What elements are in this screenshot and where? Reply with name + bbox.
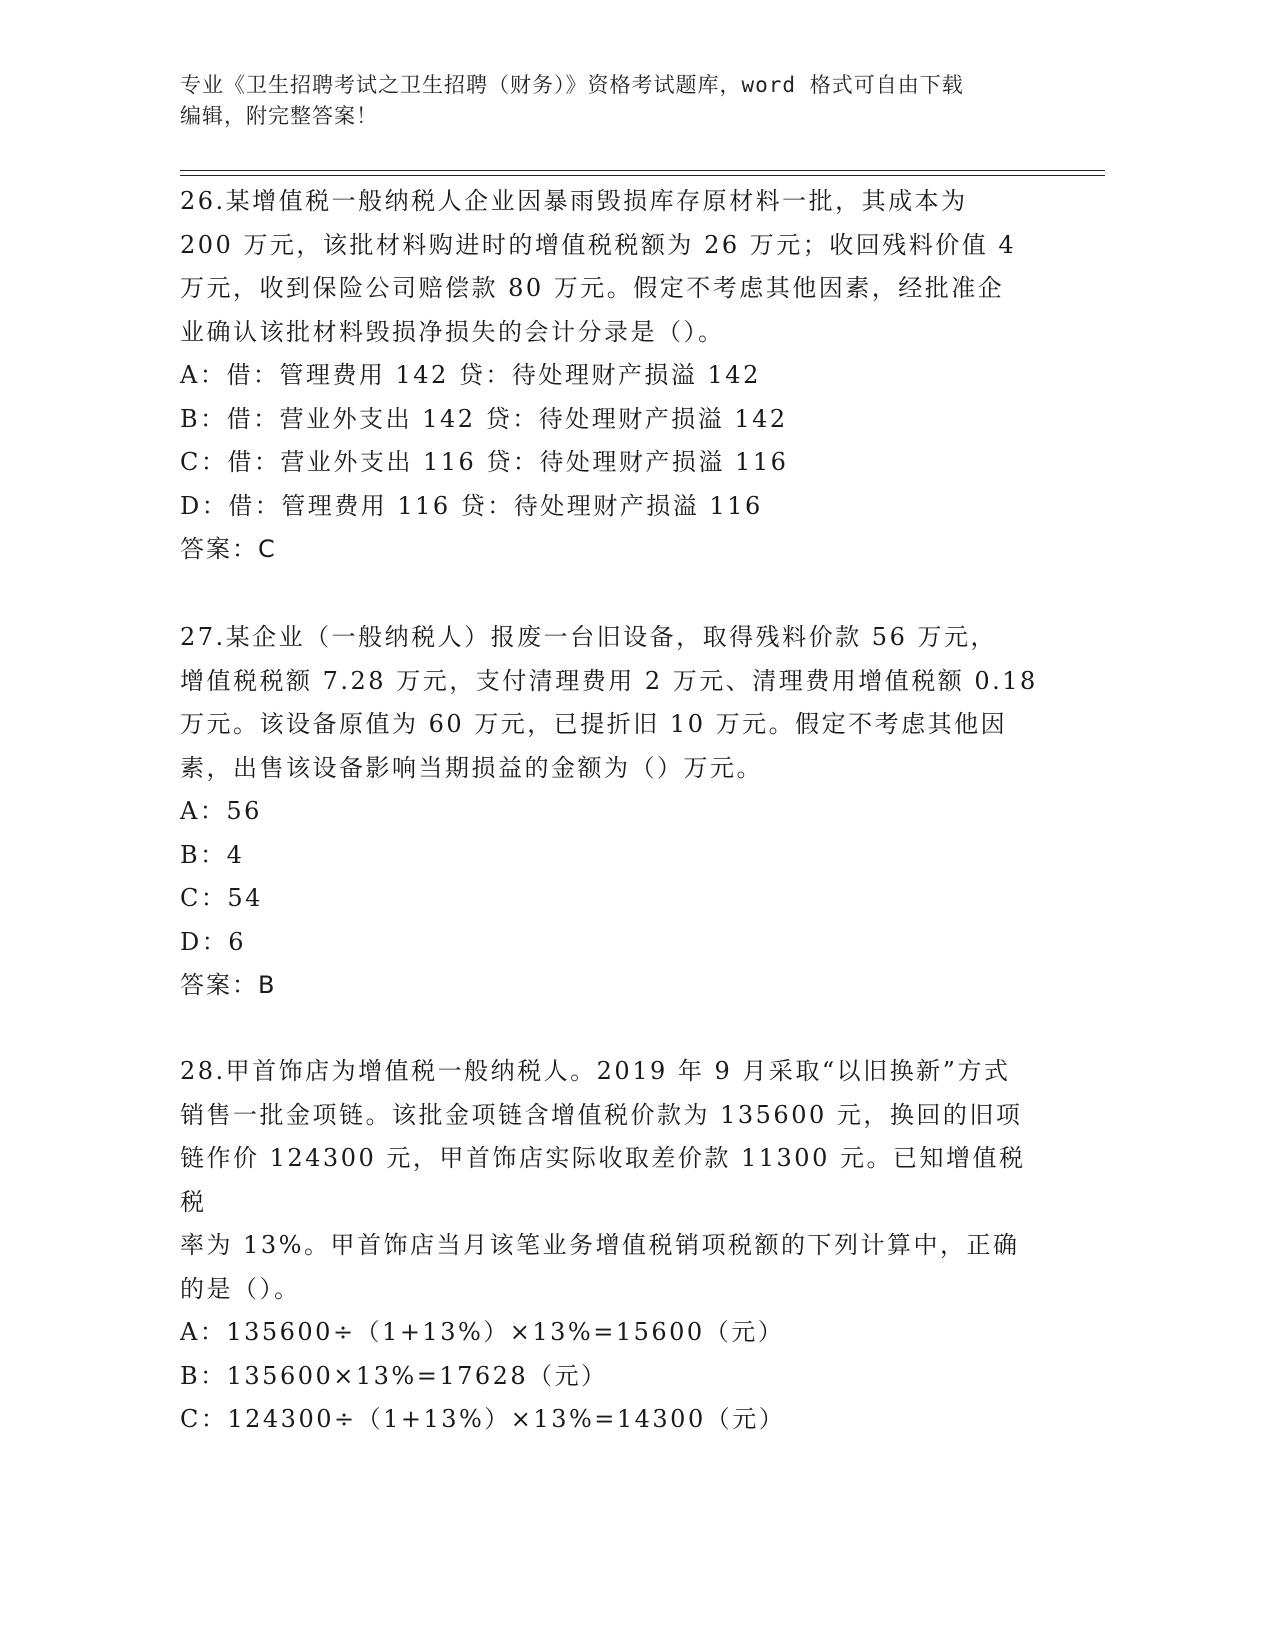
option-a: A：56 [180, 797, 262, 825]
question-stem-line: 万元，收到保险公司赔偿款 80 万元。假定不考虑其他因素，经批准企 [180, 274, 1005, 302]
question-stem-line: 的是（）。 [180, 1274, 301, 1303]
question-stem-line: 业确认该批材料毁损净损失的会计分录是（）。 [180, 317, 725, 346]
option-c: C：借：营业外支出 116 贷：待处理财产损溢 116 [180, 448, 789, 476]
header-line-1: 专业《卫生招聘考试之卫生招聘（财务）》资格考试题库，word 格式可自由下载 [180, 73, 964, 97]
question-stem-line: 26.某增值税一般纳税人企业因暴雨毁损库存原材料一批，其成本为 [180, 187, 968, 215]
header-line-2: 编辑，附完整答案！ [180, 104, 378, 128]
answer-line: 答案：C [180, 535, 277, 563]
option-c: C：124300÷（1+13%）×13%=14300（元） [180, 1405, 786, 1433]
question-stem-line: 万元。该设备原值为 60 万元，已提折旧 10 万元。假定不考虑其他因 [180, 710, 1008, 738]
option-d: D：借：管理费用 116 贷：待处理财产损溢 116 [180, 491, 763, 520]
option-a: A：借：管理费用 142 贷：待处理财产损溢 142 [180, 361, 761, 389]
question-stem-line: 增值税税额 7.28 万元，支付清理费用 2 万元、清理费用增值税额 0.18 [180, 666, 1038, 695]
question-stem-line: 200 万元，该批材料购进时的增值税税额为 26 万元；收回残料价值 4 [180, 230, 1017, 259]
option-c: C：54 [180, 884, 263, 912]
option-a: A：135600÷（1+13%）×13%=15600（元） [180, 1318, 785, 1346]
question-stem-line: 率为 13%。甲首饰店当月该笔业务增值税销项税额的下列计算中，正确 [180, 1231, 1020, 1259]
header-divider-top [180, 170, 1105, 171]
question-stem-line: 链作价 124300 元，甲首饰店实际收取差价款 11300 元。已知增值税税 [180, 1144, 1026, 1216]
option-b: B：借：营业外支出 142 贷：待处理财产损溢 142 [180, 404, 788, 433]
question-26 [180, 180, 1040, 572]
question-stem-line: 27.某企业（一般纳税人）报废一台旧设备，取得残料价款 56 万元， [180, 623, 997, 651]
question-stem-line: 素，出售该设备影响当期损益的金额为（）万元。 [180, 753, 763, 782]
option-b: B：4 [180, 840, 245, 869]
option-d: D：6 [180, 927, 247, 956]
document-header [180, 70, 1060, 132]
question-stem-line: 销售一批金项链。该批金项链含增值税价款为 135600 元，换回的旧项 [180, 1100, 1023, 1129]
question-stem-line: 28.甲首饰店为增值税一般纳税人。2019 年 9 月采取“以旧换新”方式 [180, 1057, 1011, 1085]
answer-line: 答案：B [180, 971, 277, 999]
question-28 [180, 1050, 1040, 1442]
option-b: B：135600×13%=17628（元） [180, 1361, 608, 1390]
question-27 [180, 616, 1040, 1008]
header-divider-bottom [180, 175, 1105, 176]
